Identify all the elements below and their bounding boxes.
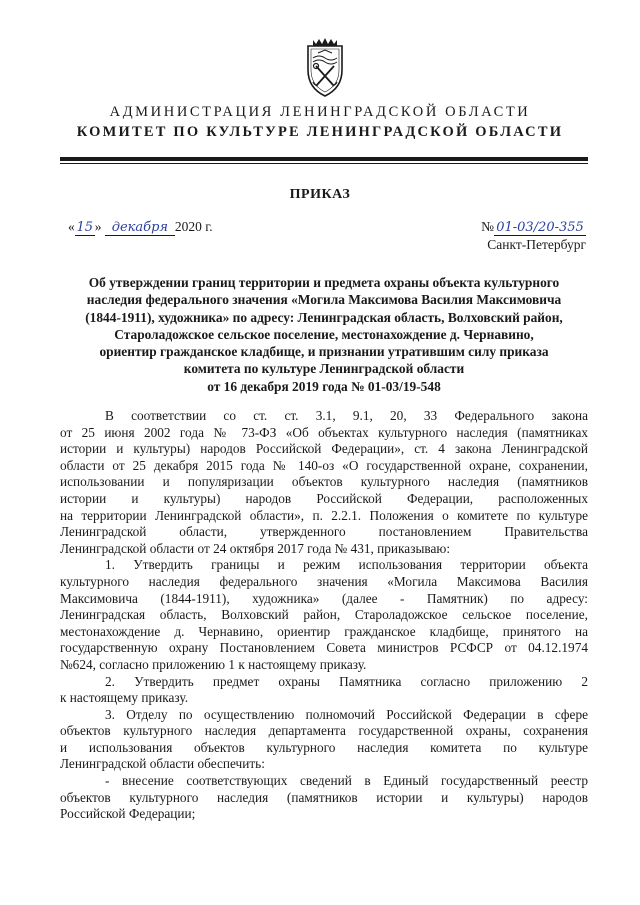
body-line: на территории Ленинградской области», п. 2.2.1. Положения о комитете по культуре bbox=[60, 507, 588, 523]
body-line: объектов культурного наследия (памятников истории и культуры) народов bbox=[60, 789, 588, 805]
body-line: 3. Отделу по осуществлению полномочий Российской Федерации в сфере bbox=[105, 706, 588, 722]
body-line: 1. Утвердить границы и режим использования территории объекта bbox=[105, 557, 588, 573]
body-line: - внесение соответствующих сведений в Единый государственный реестр bbox=[105, 773, 588, 789]
body-line: Максимовича (1844-1911), художника» (далее - Памятник) по адресу: bbox=[60, 590, 588, 606]
body-line: государственную охрану Постановлением Совета министров РСФСР от 04.12.1974 bbox=[60, 640, 588, 656]
body-line: местонахождение д. Чернавино, ориентир гражданское кладбище, принятого на bbox=[60, 623, 588, 639]
body-line: объектов культурного наследия департамента государственной охраны, сохранения bbox=[60, 723, 588, 739]
body-line: области от 25 декабря 2015 года № 140-оз «О государственной охране, сохранении, bbox=[60, 457, 588, 473]
order-date bbox=[68, 219, 213, 236]
date-year: 2020 г. bbox=[174, 219, 213, 234]
coat-of-arms-icon bbox=[300, 36, 350, 98]
body-line: и использования объектов культурного наследия комитета по культуре bbox=[60, 739, 588, 755]
body-line: культурного наследия федерального значения «Могила Максимова Василия bbox=[60, 573, 588, 589]
body-line: истории и культуры) народов Российской Федерации», ст. 4 закона Ленинградской bbox=[60, 441, 588, 457]
order-number-handwritten: 01-03/20-355 bbox=[494, 221, 586, 236]
order-city: Санкт-Петербург bbox=[487, 237, 586, 252]
body-line: Ленинградской области обеспечить: bbox=[60, 756, 265, 772]
order-body bbox=[60, 408, 588, 823]
date-open-quote: « bbox=[68, 219, 75, 234]
subject-line: ориентир гражданское кладбище, и признании утратившим силу приказа bbox=[99, 344, 549, 360]
subject-line: Об утверждении границ территории и предмета охраны объекта культурного bbox=[88, 275, 560, 290]
order-subject bbox=[60, 274, 588, 395]
order-title: ПРИКАЗ bbox=[289, 187, 351, 202]
subject-line: комитета по культуре Ленинградской области bbox=[183, 361, 465, 377]
body-line: 2. Утвердить предмет охраны Памятника согласно приложению 2 bbox=[105, 673, 588, 689]
committee-name: КОМИТЕТ ПО КУЛЬТУРЕ ЛЕНИНГРАДСКОЙ ОБЛАСТИ bbox=[76, 124, 564, 140]
administration-name: АДМИНИСТРАЦИЯ ЛЕНИНГРАДСКОЙ ОБЛАСТИ bbox=[109, 104, 531, 120]
body-line: №624, согласно приложению 1 к настоящему приказу. bbox=[60, 656, 367, 672]
subject-line: от 16 декабря 2019 года № 01-03/19-548 bbox=[207, 378, 441, 394]
order-number-block bbox=[481, 219, 586, 253]
body-line: Российской Федерации; bbox=[60, 806, 196, 822]
body-line: использовании и популяризации объектов культурного наследия (памятников bbox=[60, 474, 588, 490]
body-line: Ленинградская область, Волховский район, Староладожское сельское поселение, bbox=[60, 607, 588, 623]
number-prefix: № bbox=[481, 219, 494, 234]
header-divider-thick bbox=[60, 157, 588, 161]
body-line: В соответствии со ст. ст. 3.1, 9.1, 20, 33 Федерального закона bbox=[105, 408, 588, 423]
body-line: Ленинградской области от 24 октября 2017 года № 431, приказываю: bbox=[60, 540, 451, 556]
body-line: истории и культуры) народов Российской Федерации, расположенных bbox=[60, 490, 588, 506]
body-line: от 25 июня 2002 года № 73-ФЗ «Об объектах культурного наследия (памятниках bbox=[60, 424, 588, 440]
date-close-quote: » bbox=[94, 219, 102, 234]
subject-line: (1844-1911), художника» по адресу: Ленинградская область, Волховский район, bbox=[85, 309, 563, 325]
header-divider-thin bbox=[60, 163, 588, 164]
body-line: к настоящему приказу. bbox=[60, 690, 189, 706]
subject-line: Староладожское сельское поселение, местонахождение д. Чернавино, bbox=[114, 326, 534, 342]
subject-line: наследия федерального значения «Могила Максимова Василия Максимовича bbox=[86, 292, 562, 308]
date-day-handwritten: 15 bbox=[76, 220, 94, 235]
body-line: Ленинградской области, утвержденного постановлением Правительства bbox=[60, 524, 588, 540]
date-month-handwritten: декабря bbox=[105, 221, 175, 236]
